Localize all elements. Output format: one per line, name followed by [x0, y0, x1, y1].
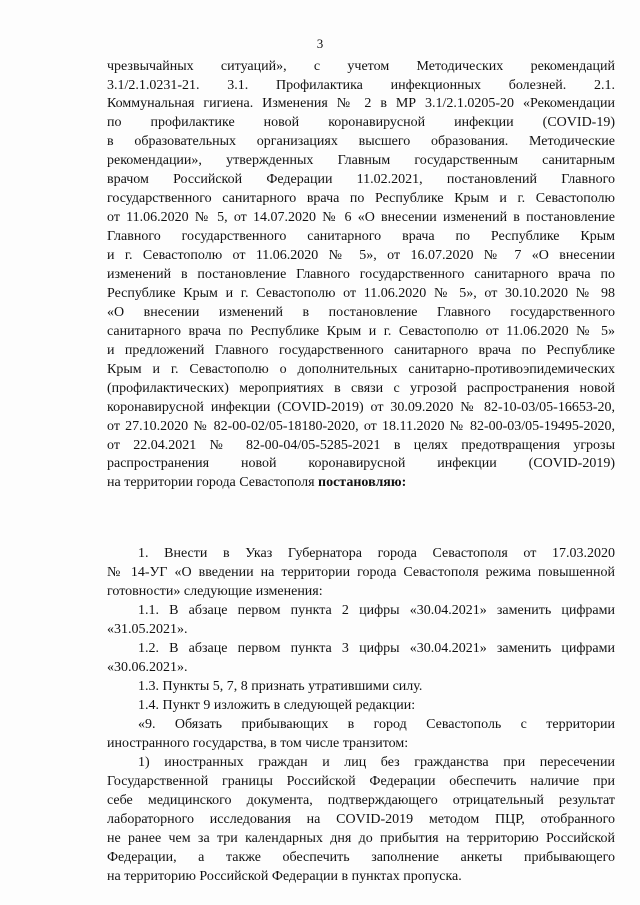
- body-line: лабораторного исследования на COVID-2019 методом ПЦР, отобранного: [107, 812, 615, 827]
- body-line: 1.4. Пункт 9 изложить в следующей редакции:: [138, 698, 416, 713]
- preamble-last-text: на территории города Севастополя: [107, 475, 319, 490]
- preamble-line: Республике Крым и г. Севастополю от 11.06.2020 № 5», от 30.10.2020 № 98: [107, 286, 615, 301]
- body-line: № 14-УГ «О введении на территории города Севастополя режима повышенной: [107, 565, 615, 580]
- preamble-line: в образовательных организациях высшего образования. Методические: [107, 134, 615, 149]
- preamble-line: по профилактике новой коронавирусной инфекции (COVID-19): [107, 115, 615, 130]
- body-line: «31.05.2021».: [107, 622, 188, 637]
- body-line: «30.06.2021».: [107, 660, 188, 675]
- preamble-line: от 11.06.2020 № 5, от 14.07.2020 № 6 «О внесении изменений в постановление: [107, 210, 615, 225]
- body-line: иностранного государства, в том числе транзитом:: [107, 736, 409, 751]
- body-line: на территорию Российской Федерации в пунктах пропуска.: [107, 869, 462, 884]
- decree-word: постановляю:: [318, 475, 407, 490]
- body-line: «9. Обязать прибывающих в город Севастополь с территории: [138, 717, 615, 732]
- body-line: 1.1. В абзаце первом пункта 2 цифры «30.04.2021» заменить цифрами: [138, 603, 615, 618]
- body-line: 1.2. В абзаце первом пункта 3 цифры «30.04.2021» заменить цифрами: [138, 641, 615, 656]
- body-line: себе медицинского документа, подтверждающего отрицательный результат: [107, 793, 615, 808]
- body-line: 1) иностранных граждан и лиц без гражданства при пересечении: [138, 755, 615, 770]
- preamble-line: (профилактических) мероприятиях в связи с угрозой распространения новой: [107, 381, 615, 396]
- preamble-line: распространения новой коронавирусной инфекции (COVID-2019): [107, 456, 615, 471]
- preamble-line: Коммунальная гигиена. Изменения № 2 в МР 3.1/2.1.0205-20 «Рекомендации: [107, 96, 615, 111]
- preamble-line: коронавирусной инфекции (COVID-2019) от 30.09.2020 № 82-10-03/05-16653-20,: [107, 400, 615, 415]
- preamble-line: и г. Севастополю от 11.06.2020 № 5», от 16.07.2020 № 7 «О внесении: [107, 248, 615, 263]
- preamble-line: Крым и г. Севастополю о дополнительных санитарно-противоэпидемических: [107, 362, 615, 377]
- preamble-line: чрезвычайных ситуаций», с учетом Методических рекомендаций: [107, 59, 615, 74]
- body-line: 1.3. Пункты 5, 7, 8 признать утратившими силу.: [138, 679, 423, 694]
- page-number: 3: [316, 36, 324, 51]
- preamble-line: государственного санитарного врача по Республике Крым и г. Севастополю: [107, 191, 615, 206]
- preamble-line: Главного государственного санитарного врача по Республике Крым: [107, 229, 615, 244]
- preamble-line: и предложений Главного государственного санитарного врача по Республике: [107, 343, 615, 358]
- body-line: не ранее чем за три календарных дня до прибытия на территорию Российской: [107, 831, 615, 846]
- preamble-line: от 27.10.2020 № 82-00-02/05-18180-2020, от 18.11.2020 № 82-00-03/05-19495-2020,: [107, 419, 615, 434]
- preamble-last-line: [107, 475, 615, 491]
- preamble-line: рекомендации», утвержденных Главным государственным санитарным: [107, 153, 615, 168]
- body-line: Государственной границы Российской Федерации обеспечить наличие при: [107, 774, 615, 789]
- body-line: 1. Внести в Указ Губернатора города Севастополя от 17.03.2020: [138, 546, 615, 561]
- preamble-line: врачом Российской Федерации 11.02.2021, постановлений Главного: [107, 172, 615, 187]
- preamble-line: санитарного врача по Республике Крым и г. Севастополю от 11.06.2020 № 5»: [107, 324, 615, 339]
- preamble-line: 3.1/2.1.0231-21. 3.1. Профилактика инфекционных болезней. 2.1.: [107, 78, 615, 93]
- body-line: Федерации, а также обеспечить заполнение анкеты прибывающего: [107, 850, 615, 865]
- preamble-line: «О внесении изменений в постановление Главного государственного: [107, 305, 615, 320]
- body-line: готовности» следующие изменения:: [107, 584, 323, 599]
- preamble-line: от 22.04.2021 № 82-00-04/05-5285-2021 в целях предотвращения угрозы: [107, 438, 615, 453]
- preamble-line: изменений в постановление Главного государственного санитарного врача по: [107, 267, 615, 282]
